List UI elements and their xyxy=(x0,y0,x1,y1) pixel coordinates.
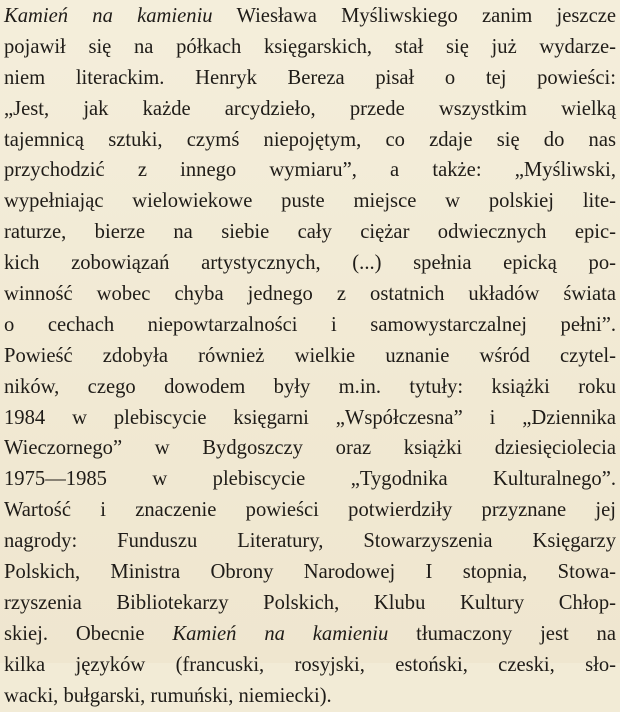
text-line: pojawił się na półkach księgarskich, stał się już wydarze- xyxy=(4,35,616,58)
book-title: Kamień na kamieniu xyxy=(4,5,213,27)
text-line: o cechach niepowtarzalności i samowystarczalnej pełni”. xyxy=(4,313,616,336)
text-line: nagrody: Funduszu Literatury, Stowarzyszenia Księgarzy xyxy=(4,530,616,553)
text-line: skiej. Obecnie Kamień na kamieniu tłumaczony jest na xyxy=(4,622,616,645)
text-line: 1975—1985 w plebiscycie „Tygodnika Kulturalnego”. xyxy=(4,468,616,491)
text-line: raturze, bierze na siebie cały ciężar odwiecznych epic- xyxy=(4,221,616,244)
text-line: winność wobec chyba jednego z ostatnich układów świata xyxy=(4,283,616,306)
text-line: rzyszenia Bibliotekarzy Polskich, Klubu Kultury Chłop- xyxy=(4,591,616,614)
text-line: Polskich, Ministra Obrony Narodowej I stopnia, Stowa- xyxy=(4,561,616,584)
text-line: wacki, bułgarski, rumuński, niemiecki). xyxy=(4,684,332,707)
text-line: kich zobowiązań artystycznych, (...) spełnia epicką po- xyxy=(4,252,616,275)
text-line: wypełniając wielowiekowe puste miejsce w polskiej lite- xyxy=(4,190,616,213)
text-line: tajemnicą sztuki, czymś niepojętym, co zdaje się do nas xyxy=(4,128,616,151)
book-title: Kamień na kamieniu xyxy=(172,622,389,645)
text-line: niem literackim. Henryk Bereza pisał o tej powieści: xyxy=(4,66,616,89)
text-line: Wartość i znaczenie powieści potwierdziły przyznane jej xyxy=(4,499,616,522)
text-line: kilka języków (francuski, rosyjski, estoński, czeski, sło- xyxy=(4,653,616,676)
text-line: przychodzić z innego wymiaru”, a także: „Myśliwski, xyxy=(4,159,616,182)
body-paragraph xyxy=(4,1,616,711)
text-line: „Jest, jak każde arcydzieło, przede wszystkim wielką xyxy=(4,97,616,120)
text-line: Wieczornego” w Bydgoszczy oraz książki dziesięciolecia xyxy=(4,437,616,460)
text-line: ników, czego dowodem były m.in. tytuły: książki roku xyxy=(4,375,616,398)
text-line: Powieść zdobyła również wielkie uznanie wśród czytel- xyxy=(4,344,616,367)
text-line: 1984 w plebiscycie księgarni „Współczesna” i „Dziennika xyxy=(4,406,616,429)
text-line: Kamień na kamieniu Wiesława Myśliwskiego zanim jeszcze xyxy=(4,5,616,27)
